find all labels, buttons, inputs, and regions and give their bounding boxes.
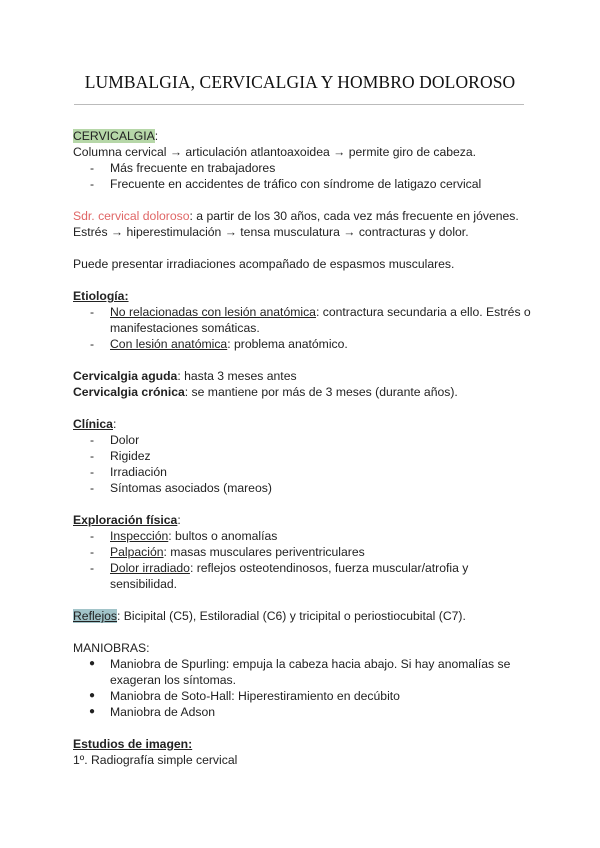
list-item: - Dolor bbox=[90, 433, 140, 447]
irradiaciones-text: Puede presentar irradiaciones acompañado de espasmos musculares. bbox=[73, 257, 455, 271]
page-title: LUMBALGIA, CERVICALGIA Y HOMBRO DOLOROSO bbox=[84, 72, 516, 92]
exploracion-heading-line: Exploración física: bbox=[73, 513, 181, 527]
cervicalgia-list bbox=[73, 160, 533, 192]
maniobras-heading: MANIOBRAS: bbox=[73, 641, 150, 655]
list-item: - Síntomas asociados (mareos) bbox=[90, 481, 272, 495]
list-item: ● Maniobra de Spurling: empuja la cabeza hacia abajo. Si hay anomalías se exageran los síntomas. bbox=[89, 657, 511, 687]
list-item: - Frecuente en accidentes de tráfico con síndrome de latigazo cervical bbox=[90, 177, 482, 191]
list-item: - Irradiación bbox=[90, 465, 167, 479]
title-divider bbox=[74, 104, 524, 105]
exploracion-heading: Exploración física bbox=[73, 513, 178, 527]
list-item: ● Maniobra de Adson bbox=[89, 705, 216, 719]
list-item: - Dolor irradiado: reflejos osteotendinosos, fuerza muscular/atrofia y sensibilidad. bbox=[90, 561, 469, 591]
cronica-line: Cervicalgia crónica: se mantiene por más de 3 meses (durante años). bbox=[73, 385, 458, 399]
list-item: - Con lesión anatómica: problema anatómico. bbox=[90, 337, 348, 351]
sdr-line2: Estrés → hiperestimulación → tensa musculatura → contracturas y dolor. bbox=[73, 225, 469, 239]
list-item: ● Maniobra de Soto-Hall: Hiperestiramiento en decúbito bbox=[89, 689, 400, 703]
list-item: - Inspección: bultos o anomalías bbox=[90, 529, 278, 543]
reflejos-label: Reflejos bbox=[73, 609, 118, 623]
estudios-first: 1º. Radiografía simple cervical bbox=[73, 753, 238, 767]
document-body bbox=[73, 128, 533, 768]
exploracion-list bbox=[73, 528, 533, 592]
list-item: - Más frecuente en trabajadores bbox=[90, 161, 276, 175]
estudios-heading: Estudios de imagen: bbox=[73, 737, 193, 751]
cervicalgia-heading-line: CERVICALGIA: bbox=[73, 129, 159, 143]
sdr-label: Sdr. cervical doloroso bbox=[73, 209, 190, 223]
etiologia-heading: Etiología: bbox=[73, 289, 129, 303]
list-item: - No relacionadas con lesión anatómica: contractura secundaria a ello. Estrés o manifestaciones somáticas. bbox=[90, 305, 531, 335]
clinica-heading: Clínica bbox=[73, 417, 113, 431]
aguda-line: Cervicalgia aguda: hasta 3 meses antes bbox=[73, 369, 297, 383]
list-item: - Rigidez bbox=[90, 449, 151, 463]
cervicalgia-heading: CERVICALGIA bbox=[73, 129, 155, 143]
etiologia-list bbox=[73, 304, 533, 352]
maniobras-list bbox=[73, 656, 533, 720]
clinica-heading-line: Clínica: bbox=[73, 417, 117, 431]
cervicalgia-intro: Columna cervical → articulación atlantoaxoidea → permite giro de cabeza. bbox=[73, 145, 477, 159]
clinica-list bbox=[73, 432, 533, 496]
sdr-line: Sdr. cervical doloroso: a partir de los 30 años, cada vez más frecuente en jóvenes. bbox=[73, 209, 519, 223]
list-item: - Palpación: masas musculares periventriculares bbox=[90, 545, 365, 559]
reflejos-line: Reflejos: Bicipital (C5), Estiloradial (C6) y tricipital o periostiocubital (C7). bbox=[73, 609, 466, 623]
